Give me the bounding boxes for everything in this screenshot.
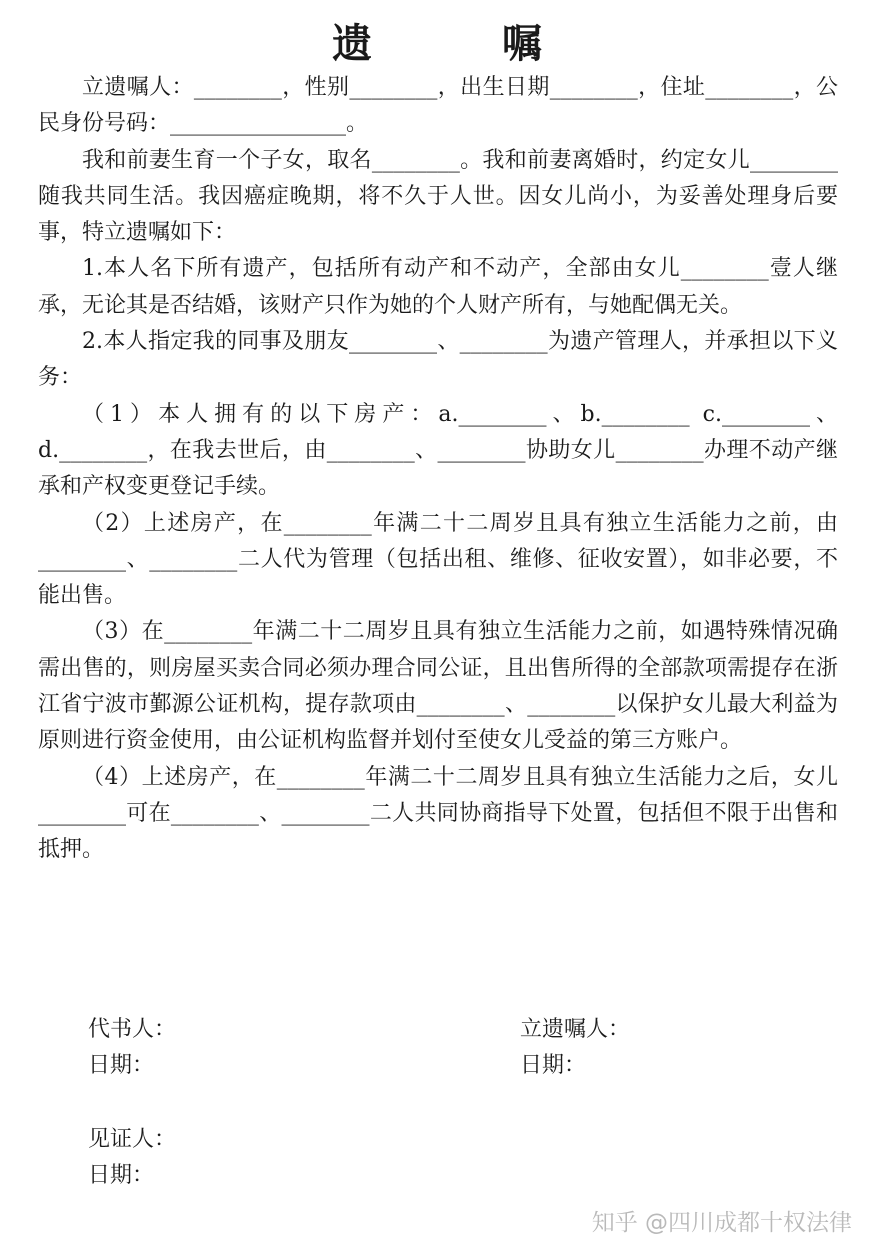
paragraph-testator-info: 立遗嘱人：________，性别________，出生日期________，住址________，公民身份号码：________________。 xyxy=(38,75,838,137)
agent-signature-block xyxy=(88,1012,176,1084)
testator-signature-block xyxy=(520,1012,630,1084)
testator-label: 立遗嘱人： xyxy=(520,1017,631,1042)
witness-date-label: 日期： xyxy=(88,1163,155,1188)
document-body xyxy=(38,70,838,869)
paragraph-item-4: （4）上述房产，在________年满二十二周岁且具有独立生活能力之后，女儿________可在________、________二人共同协商指导下处置，包括但不限于出售和抵押。 xyxy=(38,764,838,863)
watermark: 知乎 @四川成都十权法律 xyxy=(591,1210,852,1236)
paragraph-clause-1: 1.本人名下所有遗产，包括所有动产和不动产，全部由女儿________壹人继承，无论其是否结婚，该财产只作为她的个人财产所有，与她配偶无关。 xyxy=(38,256,838,318)
paragraph-background: 我和前妻生育一个子女，取名________。我和前妻离婚时，约定女儿________随我共同生活。我因癌症晚期，将不久于人世。因女儿尚小，为妥善处理身后要事，特立遗嘱如下： xyxy=(38,147,838,246)
paragraph-item-1: （1）本人拥有的以下房产：a.________、b.________ c.________、d.________，在我去世后，由________、________协助女儿________办理不动产继承和产权变更登记手续。 xyxy=(38,401,838,500)
paragraph-item-3: （3）在________年满二十二周岁且具有独立生活能力之前，如遇特殊情况确需出售的，则房屋买卖合同必须办理合同公证，且出售所得的全部款项需提存在浙江省宁波市鄞源公证机构，提存款项由________、________以保护女儿最大利益为原则进行资金使用，由公证机构监督并划付至使女儿受益的第三方账户。 xyxy=(38,619,838,754)
testator-date-label: 日期： xyxy=(520,1053,587,1078)
witness-signature-block xyxy=(88,1122,176,1194)
paragraph-item-2: （2）上述房产，在________年满二十二周岁且具有独立生活能力之前，由________、________二人代为管理（包括出租、维修、征收安置），如非必要，不能出售。 xyxy=(38,510,838,609)
document-title: 遗 嘱 xyxy=(332,20,600,67)
agent-date-label: 日期： xyxy=(88,1053,155,1078)
agent-label: 代书人： xyxy=(88,1017,177,1042)
paragraph-clause-2: 2.本人指定我的同事及朋友________、________为遗产管理人，并承担以下义务： xyxy=(38,329,838,391)
witness-label: 见证人： xyxy=(88,1127,177,1152)
